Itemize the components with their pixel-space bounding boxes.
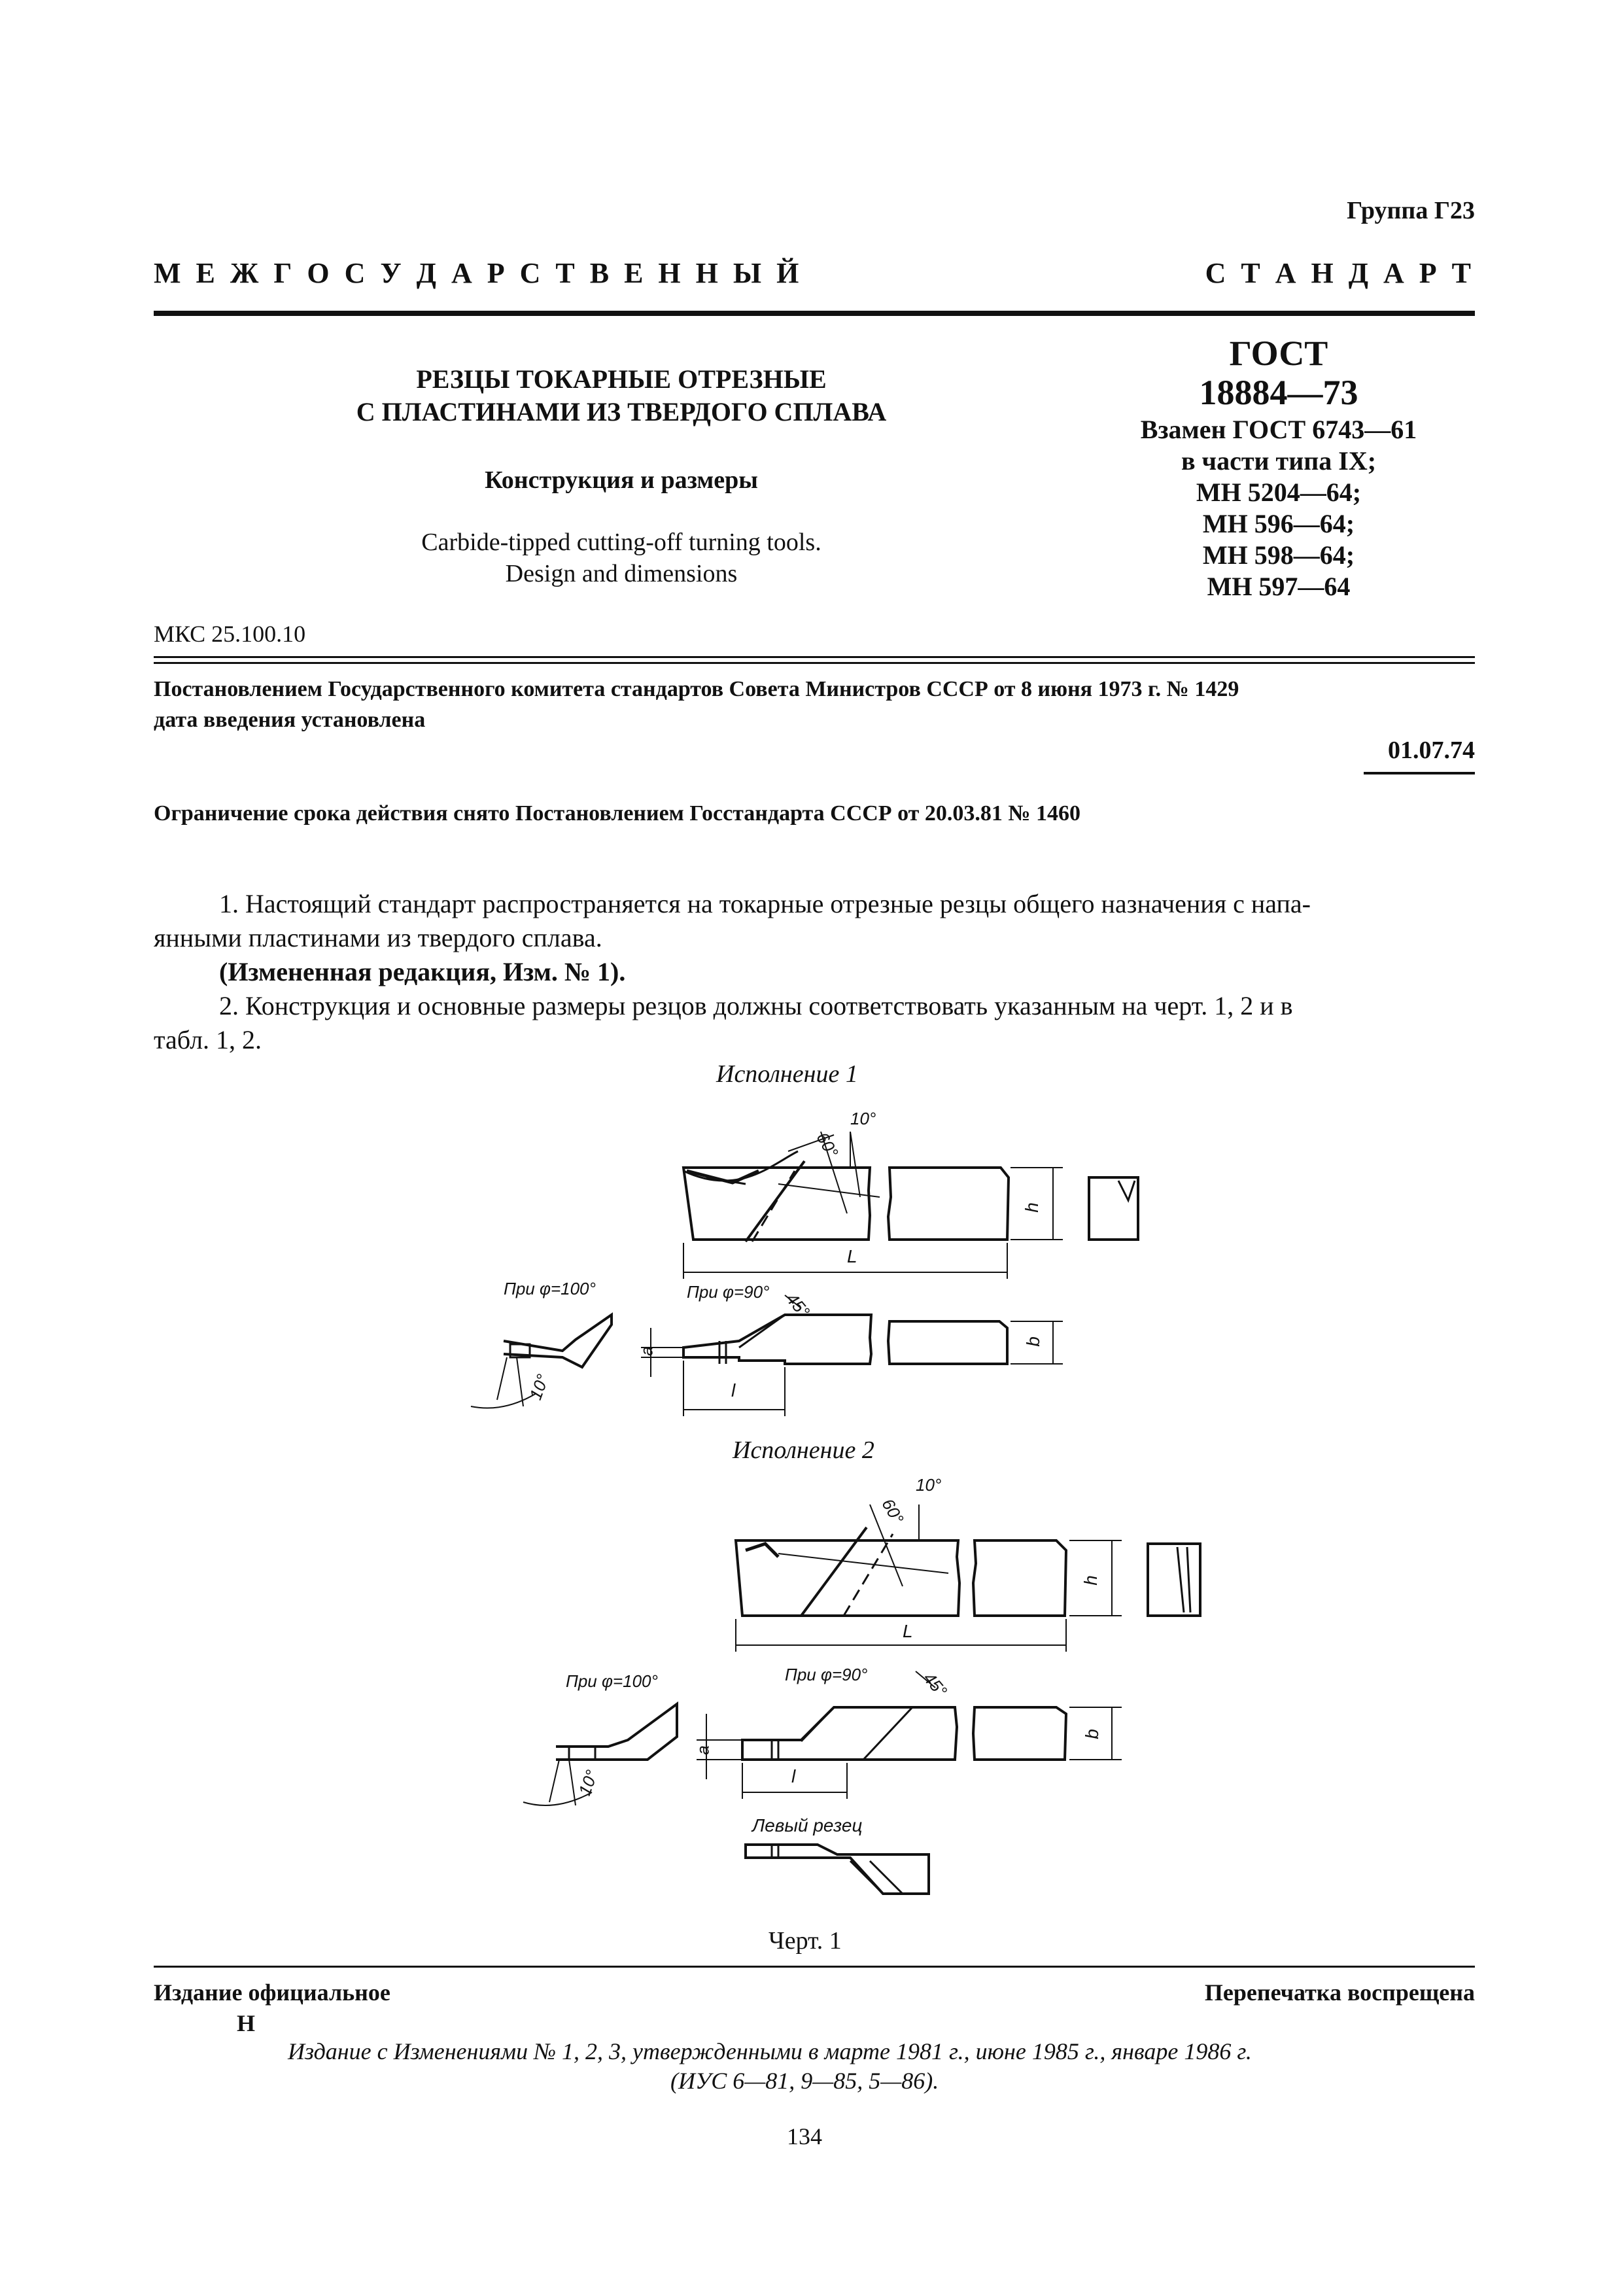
angle-10-bottom-v1: 10°	[525, 1371, 553, 1402]
gost-number: 18884—73	[1199, 373, 1358, 412]
dim-l-v1: l	[731, 1380, 736, 1400]
variant1-plan-view	[471, 1295, 1063, 1416]
left-tool-view	[746, 1845, 929, 1894]
left-tool-label: Левый резец	[752, 1815, 863, 1835]
footer-rule	[154, 1966, 1475, 1968]
angle-60-label-v1: 60°	[812, 1128, 842, 1161]
dim-l-v2: l	[791, 1766, 796, 1786]
page-number: 134	[787, 2123, 822, 2149]
reprint-forbidden: Перепечатка воспрещена	[1204, 1979, 1475, 2006]
paragraph-1: 1. Настоящий стандарт распространяется на токарные отрезные резцы общего назначения с напа-	[219, 889, 1311, 918]
dim-h-v2: h	[1080, 1575, 1101, 1586]
edition-changes: Издание с Изменениями № 1, 2, 3, утвержденными в марте 1981 г., июне 1985 г., январе 1986 г.	[288, 2038, 1252, 2064]
title-en-line2: Design and dimensions	[505, 560, 738, 587]
dim-L-v1: L	[847, 1246, 857, 1266]
variant2-label: Исполнение 2	[733, 1436, 874, 1464]
figure-caption: Черт. 1	[769, 1927, 842, 1955]
paragraph-2-cont: табл. 1, 2.	[154, 1025, 262, 1054]
replaces-line: в части типа IX;	[1181, 446, 1377, 476]
dim-h-v1: h	[1021, 1202, 1042, 1213]
group-code: Группа Г23	[1347, 197, 1475, 224]
angle-45-label-v2: 45°	[919, 1668, 952, 1701]
dim-L-v2: L	[903, 1621, 913, 1641]
dim-b-v2: b	[1081, 1729, 1102, 1739]
header-interstate: М Е Ж Г О С У Д А Р С Т В Е Н Н Ы Й	[154, 257, 803, 289]
dim-a-v1: a	[636, 1346, 657, 1356]
replaces-line: МН 597—64	[1207, 572, 1351, 601]
decree-line2: дата введения установлена	[154, 708, 426, 732]
replaces-line: МН 598—64;	[1202, 540, 1355, 570]
title-line2: С ПЛАСТИНАМИ ИЗ ТВЕРДОГО СПЛАВА	[356, 397, 887, 426]
official-edition: Издание официальное	[154, 1979, 390, 2006]
variant1-label: Исполнение 1	[716, 1060, 858, 1088]
dim-b-v1: b	[1022, 1336, 1043, 1347]
phi100-label-v1: При φ=100°	[504, 1279, 596, 1298]
variant1-side-view	[683, 1132, 1138, 1279]
phi100-label-v2: При φ=100°	[566, 1671, 658, 1691]
amendment-note: (Измененная редакция, Изм. № 1).	[219, 957, 626, 986]
gost-label: ГОСТ	[1229, 334, 1328, 373]
header-standard: С Т А Н Д А Р Т	[1205, 257, 1475, 289]
angle-10-label-v1: 10°	[850, 1109, 876, 1128]
angle-45-label-v1: 45°	[782, 1289, 814, 1321]
paragraph-2: 2. Конструкция и основные размеры резцов должны соответствовать указанным на черт. 1, 2 и в	[219, 991, 1293, 1020]
decree-line1: Постановлением Государственного комитета стандартов Совета Министров СССР от 8 июня 1973 г. № 1429	[154, 677, 1239, 701]
edition-ius: (ИУС 6—81, 9—85, 5—86).	[670, 2068, 939, 2094]
title-line1: РЕЗЦЫ ТОКАРНЫЕ ОТРЕЗНЫЕ	[416, 364, 827, 394]
title-en-line1: Carbide-tipped cutting-off turning tools.	[421, 529, 821, 556]
edition-mark: Н	[237, 2010, 256, 2036]
title-subtitle: Конструкция и размеры	[485, 466, 758, 494]
paragraph-1-cont: янными пластинами из твердого сплава.	[154, 923, 602, 952]
phi90-label-v2: При φ=90°	[785, 1665, 868, 1684]
restriction-note: Ограничение срока действия снято Постановлением Госстандарта СССР от 20.03.81 № 1460	[154, 801, 1080, 826]
mks-code: МКС 25.100.10	[154, 621, 306, 647]
replaces-line: МН 596—64;	[1202, 509, 1355, 538]
variant2-side-view	[736, 1505, 1200, 1652]
angle-60-label-v2: 60°	[878, 1495, 908, 1527]
phi90-label-v1: При φ=90°	[687, 1282, 770, 1302]
angle-10-bottom-v2: 10°	[574, 1767, 602, 1798]
angle-10-label-v2: 10°	[916, 1475, 942, 1495]
decree-date: 01.07.74	[1388, 737, 1475, 764]
replaces-line: Взамен ГОСТ 6743—61	[1140, 415, 1417, 444]
replaces-line: МН 5204—64;	[1196, 478, 1362, 507]
dim-a-v2: a	[693, 1745, 713, 1755]
